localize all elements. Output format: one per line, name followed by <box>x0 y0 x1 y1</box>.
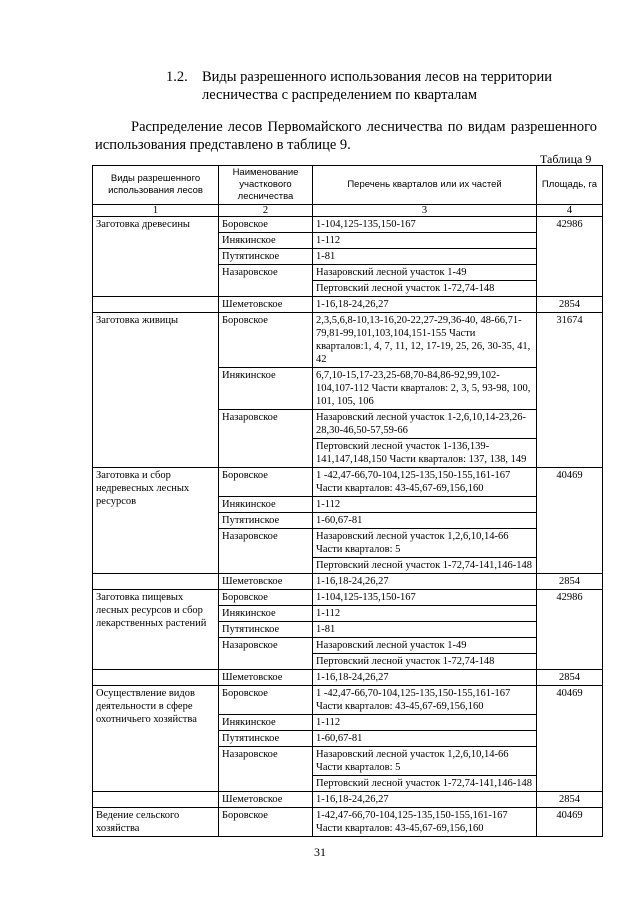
column-index: 4 <box>537 205 603 217</box>
quarters-cell: 1-112 <box>313 606 537 622</box>
area-cell: 31674 <box>537 313 603 468</box>
forestry-cell: Шеметовское <box>219 297 313 313</box>
area-cell: 42986 <box>537 590 603 670</box>
use-type-cell: Заготовка и сбор недревесных лесных ресурсов <box>93 468 219 574</box>
column-index: 1 <box>93 205 219 217</box>
use-type-cell-empty <box>93 297 219 313</box>
table-row <box>93 574 603 590</box>
forestry-cell: Назаровское <box>219 265 313 297</box>
header-area: Площадь, га <box>537 166 603 205</box>
quarters-cell: 1-112 <box>313 715 537 731</box>
forestry-cell: Назаровское <box>219 410 313 468</box>
table-row <box>93 792 603 808</box>
forestry-cell: Шеметовское <box>219 574 313 590</box>
quarters-cell: Назаровский лесной участок 1,2,6,10,14-66 Части кварталов: 5 <box>313 529 537 558</box>
forestry-cell: Боровское <box>219 590 313 606</box>
quarters-cell: Пертовский лесной участок 1-136,139-141,147,148,150 Части кварталов: 137, 138, 149 <box>313 439 537 468</box>
quarters-cell: Пертовский лесной участок 1-72,74-148 <box>313 654 537 670</box>
quarters-cell: Назаровский лесной участок 1,2,6,10,14-66 Части кварталов: 5 <box>313 747 537 776</box>
forestry-cell: Инякинское <box>219 497 313 513</box>
quarters-cell: 6,7,10-15,17-23,25-68,70-84,86-92,99,102-104,107-112 Части кварталов: 2, 3, 5, 93-98, 100, 101, 105, 106 <box>313 368 537 410</box>
forestry-cell: Боровское <box>219 217 313 233</box>
use-type-cell-empty <box>93 670 219 686</box>
quarters-cell: 1-81 <box>313 249 537 265</box>
use-type-cell: Осуществление видов деятельности в сфере охотничьего хозяйства <box>93 686 219 792</box>
area-cell: 2854 <box>537 297 603 313</box>
forest-use-table <box>92 165 603 837</box>
table-row <box>93 313 603 368</box>
area-cell: 40469 <box>537 808 603 837</box>
use-type-cell: Заготовка древесины <box>93 217 219 297</box>
use-type-cell: Заготовка живицы <box>93 313 219 468</box>
forestry-cell: Инякинское <box>219 715 313 731</box>
forestry-cell: Шеметовское <box>219 670 313 686</box>
quarters-cell: Пертовский лесной участок 1-72,74-141,146-148 <box>313 776 537 792</box>
area-cell: 40469 <box>537 468 603 574</box>
table-row <box>93 808 603 837</box>
quarters-cell: 1 -42,47-66,70-104,125-135,150-155,161-167 Части кварталов: 43-45,67-69,156,160 <box>313 468 537 497</box>
column-index-row <box>93 205 603 217</box>
forestry-cell: Боровское <box>219 808 313 837</box>
section-title-line2: лесничества с распределением по кварталам <box>202 87 477 103</box>
forestry-cell: Путятинское <box>219 513 313 529</box>
area-cell: 2854 <box>537 670 603 686</box>
forestry-cell: Путятинское <box>219 622 313 638</box>
forestry-cell: Путятинское <box>219 731 313 747</box>
table-row <box>93 468 603 497</box>
forestry-cell: Путятинское <box>219 249 313 265</box>
forestry-cell: Назаровское <box>219 529 313 574</box>
area-cell: 2854 <box>537 792 603 808</box>
area-cell: 40469 <box>537 686 603 792</box>
forestry-cell: Шеметовское <box>219 792 313 808</box>
quarters-cell: 1-60,67-81 <box>313 513 537 529</box>
use-type-cell-empty <box>93 574 219 590</box>
use-type-cell: Ведение сельского хозяйства <box>93 808 219 837</box>
page-number: 31 <box>314 845 326 859</box>
forestry-cell: Боровское <box>219 686 313 715</box>
use-type-cell-empty <box>93 792 219 808</box>
table-row <box>93 297 603 313</box>
quarters-cell: 1-112 <box>313 497 537 513</box>
forestry-cell: Инякинское <box>219 606 313 622</box>
forestry-cell: Боровское <box>219 313 313 368</box>
forestry-cell: Назаровское <box>219 638 313 670</box>
quarters-cell: 1-104,125-135,150-167 <box>313 217 537 233</box>
quarters-cell: 1 -42,47-66,70-104,125-135,150-155,161-167 Части кварталов: 43-45,67-69,156,160 <box>313 686 537 715</box>
table-row <box>93 217 603 233</box>
quarters-cell: 2,3,5,6,8-10,13-16,20-22,27-29,36-40, 48-66,71-79,81-99,101,103,104,151-155 Части кварталов:1, 4, 7, 11, 12, 17-19, 25, 26, 30-35, 41, 42 <box>313 313 537 368</box>
table-body <box>93 217 603 837</box>
quarters-cell: 1-16,18-24,26,27 <box>313 670 537 686</box>
table-header-row <box>93 166 603 205</box>
quarters-cell: 1-42,47-66,70-104,125-135,150-155,161-167 Части кварталов: 43-45,67-69,156,160 <box>313 808 537 837</box>
quarters-cell: Пертовский лесной участок 1-72,74-141,146-148 <box>313 558 537 574</box>
column-index: 2 <box>219 205 313 217</box>
quarters-cell: 1-60,67-81 <box>313 731 537 747</box>
quarters-cell: Назаровский лесной участок 1-49 <box>313 265 537 281</box>
quarters-cell: 1-104,125-135,150-167 <box>313 590 537 606</box>
quarters-cell: Назаровский лесной участок 1-2,6,10,14-23,26-28,30-46,50-57,59-66 <box>313 410 537 439</box>
area-cell: 42986 <box>537 217 603 297</box>
table-row <box>93 590 603 606</box>
area-cell: 2854 <box>537 574 603 590</box>
quarters-cell: 1-16,18-24,26,27 <box>313 792 537 808</box>
quarters-cell: 1-16,18-24,26,27 <box>313 574 537 590</box>
forestry-cell: Инякинское <box>219 233 313 249</box>
use-type-cell: Заготовка пищевых лесных ресурсов и сбор лекарственных растений <box>93 590 219 670</box>
table-row <box>93 686 603 715</box>
section-number: 1.2. <box>166 69 188 85</box>
quarters-cell: 1-81 <box>313 622 537 638</box>
forestry-cell: Назаровское <box>219 747 313 792</box>
section-heading <box>166 68 586 104</box>
intro-paragraph: Распределение лесов Первомайского лесничества по видам разрешенного использования представлено в таблице 9. <box>95 119 597 153</box>
header-use-type: Виды разрешенного использования лесов <box>93 166 219 205</box>
column-index: 3 <box>313 205 537 217</box>
header-quarters: Перечень кварталов или их частей <box>313 166 537 205</box>
quarters-cell: 1-16,18-24,26,27 <box>313 297 537 313</box>
forestry-cell: Боровское <box>219 468 313 497</box>
forestry-cell: Инякинское <box>219 368 313 410</box>
table-row <box>93 670 603 686</box>
section-title-line1: Виды разрешенного использования лесов на территории <box>202 69 552 85</box>
quarters-cell: Пертовский лесной участок 1-72,74-148 <box>313 281 537 297</box>
header-forestry: Наименование участкового лесничества <box>219 166 313 205</box>
quarters-cell: 1-112 <box>313 233 537 249</box>
table-label: Таблица 9 <box>540 152 592 166</box>
quarters-cell: Назаровский лесной участок 1-49 <box>313 638 537 654</box>
